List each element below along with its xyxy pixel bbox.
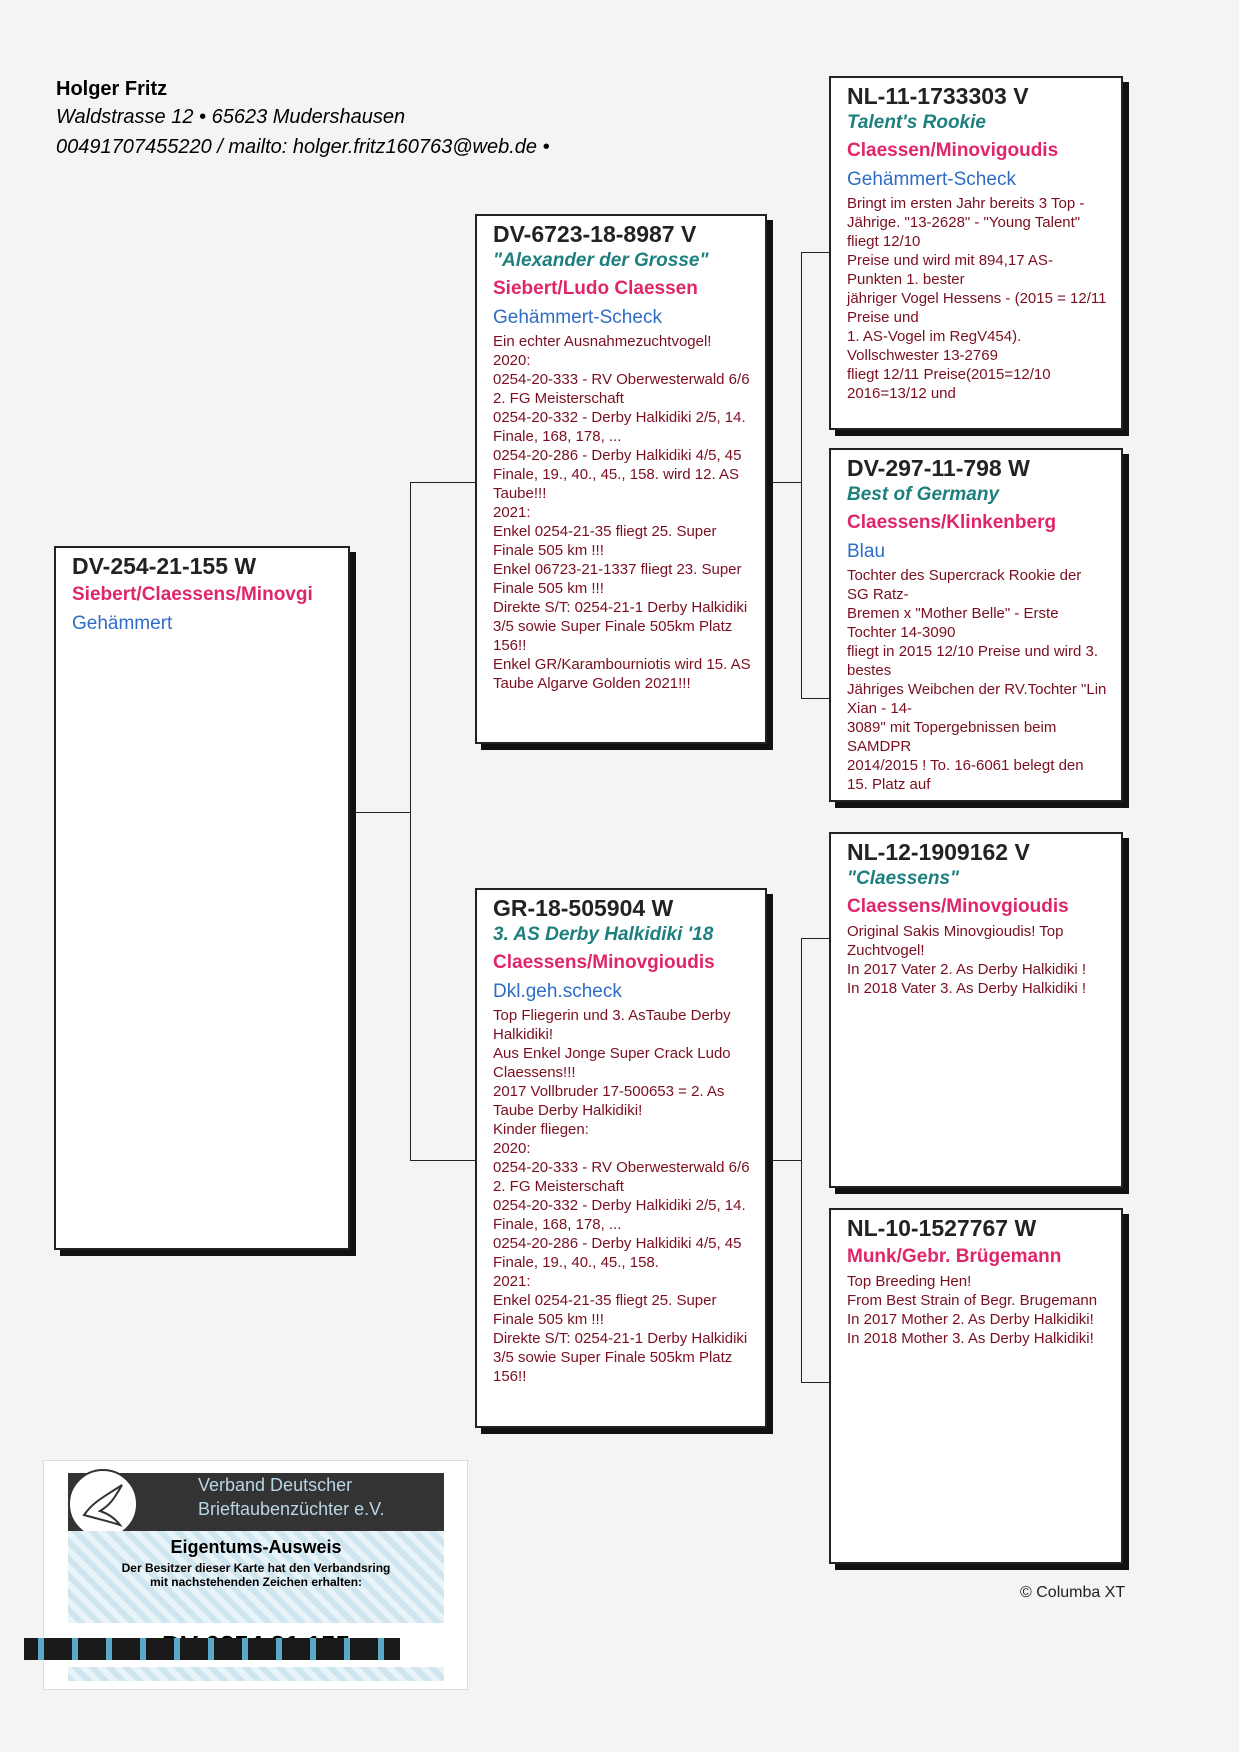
sire-dam-color: Blau <box>847 541 886 562</box>
subject-color: Gehämmert <box>72 613 173 634</box>
card-pattern-strip <box>24 1638 400 1660</box>
sire-dam-card <box>829 448 1123 802</box>
sire-sire-ring: NL-11-1733303 V <box>847 83 1029 109</box>
connector <box>410 482 411 1160</box>
breeder-name: Holger Fritz <box>56 78 168 100</box>
card-heading: Eigentums-Ausweis <box>170 1537 342 1557</box>
sire-sire-breed: Claessen/Minovigoudis <box>847 140 1059 161</box>
dam-sire-title: "Claessens" <box>847 868 960 889</box>
dam-color: Dkl.geh.scheck <box>493 981 622 1002</box>
dam-dam-description: Top Breeding Hen! From Best Strain of Begr. Brugemann In 2017 Mother 2. As Derby Halkidiki! In 2018 Mother 3. As Derby Halkidiki! <box>847 1273 1098 1347</box>
dam-dam-breed: Munk/Gebr. Brügemann <box>847 1246 1062 1267</box>
subject-breed: Siebert/Claessens/Minovgi <box>72 584 313 605</box>
sire-color: Gehämmert-Scheck <box>493 307 662 328</box>
sire-title: "Alexander der Grosse" <box>493 250 709 271</box>
dam-description: Top Fliegerin und 3. AsTaube Derby Halkidiki! Aus Enkel Jonge Super Crack Ludo Claessens!!! 2017 Vollbruder 17-500653 = 2. As Taube Derby Halkidiki! Kinder fliegen: 2020: 0254-20-333 - RV Oberwesterwald 6/6 2. FG Meisterschaft 0254-20-332 - Derby Halkidiki 2/5, 14. Finale, 168, 178, ... 0254-20-286 - Derby Halkidiki 4/5, 45 Finale, 19., 40., 45., 158. 2021: Enkel 0254-21-35 fliegt 25. Super Finale 505 km !!! Direkte S/T: 0254-21-1 Derby Halkidiki 3/5 sowie Super Finale 505km Platz 156!! <box>493 1007 750 1385</box>
connector <box>767 482 801 483</box>
dam-dam-card <box>829 1208 1123 1564</box>
subject-ring: DV-254-21-155 W <box>72 553 257 579</box>
dam-breed: Claessens/Minovgioudis <box>493 952 715 973</box>
dam-card <box>475 888 767 1428</box>
dove-logo-icon <box>68 1469 138 1539</box>
connector <box>801 252 802 698</box>
sire-card <box>475 214 767 744</box>
card-note: Der Besitzer dieser Karte hat den Verbandsring mit nachstehenden Zeichen erhalten: <box>121 1561 391 1589</box>
dam-sire-description: Original Sakis Minovgioudis! Top Zuchtvogel! In 2017 Vater 2. As Derby Halkidiki ! In 2018 Vater 3. As Derby Halkidiki ! <box>847 923 1087 997</box>
dam-sire-breed: Claessens/Minovgioudis <box>847 896 1069 917</box>
dam-title: 3. AS Derby Halkidiki '18 <box>493 924 714 945</box>
card-organization: Verband Deutscher Brieftaubenzüchter e.V. <box>198 1475 385 1519</box>
breeder-contact[interactable]: 00491707455220 / mailto: holger.fritz160763@web.de • <box>56 136 550 158</box>
sire-description: Ein echter Ausnahmezuchtvogel! 2020: 0254-20-333 - RV Oberwesterwald 6/6 2. FG Meisterschaft 0254-20-332 - Derby Halkidiki 2/5, 14. Finale, 168, 178, ... 0254-20-286 - Derby Halkidiki 4/5, 45 Finale, 19., 40., 45., 158. wird 12. AS Taube!!! 2021: Enkel 0254-21-35 fliegt 25. Super Finale 505 km !!! Enkel 06723-21-1337 fliegt 23. Super Finale 505 km !!! Direkte S/T: 0254-21-1 Derby Halkidiki 3/5 sowie Super Finale 505km Platz 156!! Enkel GR/Karambourniotis wird 15. AS Taube Algarve Golden 2021!!! <box>493 333 751 692</box>
dam-sire-ring: NL-12-1909162 V <box>847 839 1030 865</box>
sire-sire-description: Bringt im ersten Jahr bereits 3 Top - Jährige. "13-2628" - "Young Talent" fliegt 12/10 Preise und wird mit 894,17 AS-Punkten 1. bester jähriger Vogel Hessens - (2015 = 12/11 Preise und 1. AS-Vogel im RegV454). Vollschwester 13-2769 fliegt 12/11 Preise(2015=12/10 2016=13/12 und <box>847 195 1107 402</box>
sire-sire-card <box>829 76 1123 430</box>
subject-card <box>54 546 350 1250</box>
connector <box>801 698 829 699</box>
dam-ring: GR-18-505904 W <box>493 895 674 921</box>
sire-sire-title: Talent's Rookie <box>847 112 986 133</box>
connector <box>410 1160 475 1161</box>
connector <box>801 1382 829 1383</box>
connector <box>410 482 475 483</box>
breeder-header <box>56 76 550 162</box>
sire-dam-breed: Claessens/Klinkenberg <box>847 512 1057 533</box>
dam-sire-card <box>829 832 1123 1188</box>
connector <box>767 1160 801 1161</box>
sire-breed: Siebert/Ludo Claessen <box>493 278 698 299</box>
connector <box>801 252 829 253</box>
copyright: © Columba XT <box>1020 1584 1126 1601</box>
sire-dam-description: Tochter des Supercrack Rookie der SG Ratz- Bremen x "Mother Belle" - Erste Tochter 14-3090 fliegt in 2015 12/10 Preise und wird 3. bestes Jähriges Weibchen der RV.Tochter "Lin Xian - 14- 3089" mit Topergebnissen beim SAMDPR 2014/2015 ! To. 16-6061 belegt den 15. Platz auf <box>847 567 1107 793</box>
breeder-address: Waldstrasse 12 • 65623 Mudershausen <box>56 106 406 128</box>
dam-dam-ring: NL-10-1527767 W <box>847 1215 1037 1241</box>
sire-dam-ring: DV-297-11-798 W <box>847 455 1030 481</box>
connector <box>350 812 410 813</box>
sire-sire-color: Gehämmert-Scheck <box>847 169 1016 190</box>
connector <box>801 938 802 1382</box>
sire-dam-title: Best of Germany <box>847 484 1000 505</box>
connector <box>801 938 829 939</box>
sire-ring: DV-6723-18-8987 V <box>493 221 697 247</box>
